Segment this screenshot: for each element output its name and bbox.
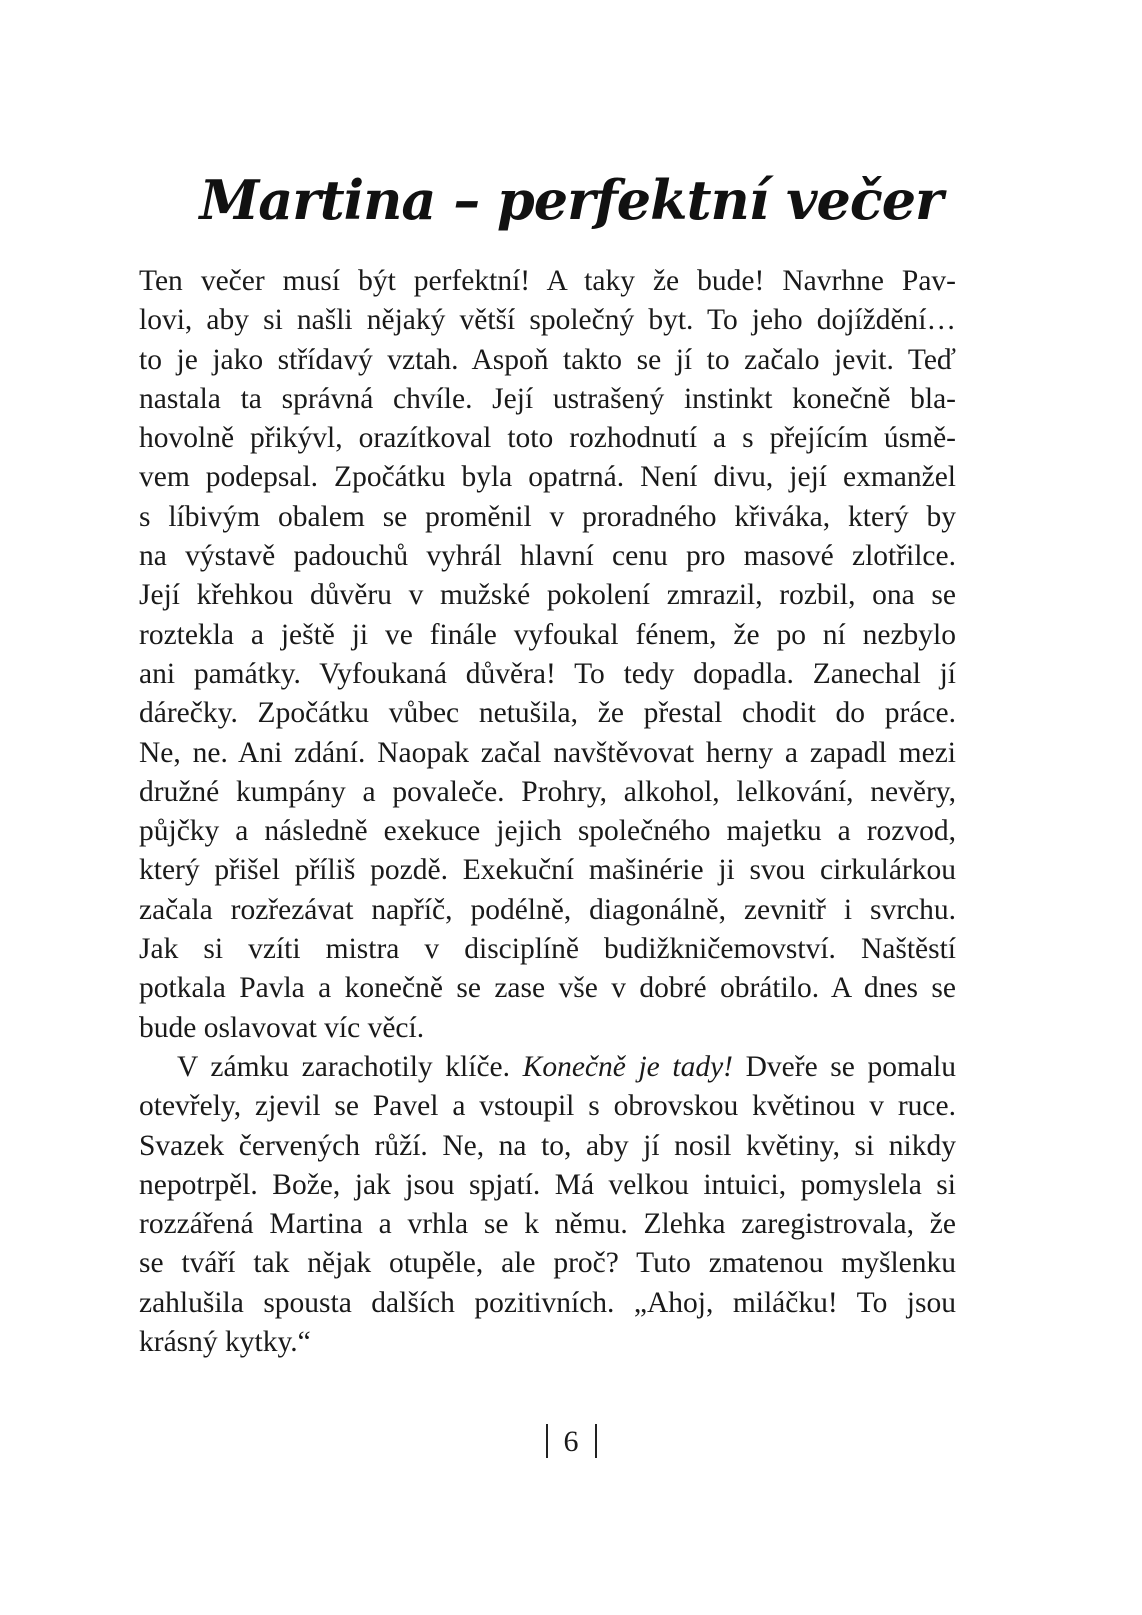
text-line: hovolně přikývl, orazítkoval toto rozhodnutí a s přejícím úsmě-: [139, 422, 956, 455]
text-line: zahlušila spousta dalších pozitivních. „Ahoj, miláčku! To jsou: [139, 1286, 956, 1319]
body-text: [139, 262, 956, 1362]
text-line: Ten večer musí být perfektní! A taky že bude! Navrhne Pav-: [139, 265, 956, 297]
text-line: krásný kytky.“: [139, 1326, 311, 1359]
text-line: nepotrpěl. Bože, jak jsou spjatí. Má velkou intuici, pomyslela si: [139, 1168, 956, 1201]
text-line: Jak si vzíti mistra v disciplíně budižkničemovství. Naštěstí: [139, 933, 956, 966]
text-span: V zámku zarachotily klíče.: [177, 1050, 523, 1083]
chapter-title: Martina – perfektní večer: [199, 168, 943, 232]
text-line: [139, 1048, 956, 1087]
text-line: vem podepsal. Zpočátku byla opatrná. Není divu, její exmanžel: [139, 461, 956, 494]
folio-bar-left: [546, 1424, 548, 1458]
text-line: rozzářená Martina a vrhla se k němu. Zlehka zaregistrovala, že: [139, 1208, 956, 1241]
text-line: se tváří tak nějak otupěle, ale proč? Tuto zmatenou myšlenku: [139, 1247, 956, 1280]
text-line: na výstavě padouchů vyhrál hlavní cenu pro masové zlotřilce.: [139, 540, 956, 573]
text-line: družné kumpány a povaleče. Prohry, alkohol, lelkování, nevěry,: [139, 775, 956, 808]
text-line: nastala ta správná chvíle. Její ustrašený instinkt konečně bla-: [139, 382, 956, 415]
text-line: Její křehkou důvěru v mužské pokolení zmrazil, rozbil, ona se: [139, 579, 956, 612]
text-line: dárečky. Zpočátku vůbec netušila, že přestal chodit do práce.: [139, 697, 956, 730]
text-line: půjčky a následně exekuce jejich společného majetku a rozvod,: [139, 815, 956, 848]
text-line: to je jako střídavý vztah. Aspoň takto se jí to začalo jevit. Teď: [139, 343, 956, 376]
text-line: začala rozřezávat napříč, podélně, diagonálně, zevnitř i svrchu.: [139, 893, 956, 926]
text-line: s líbivým obalem se proměnil v proradného křiváka, který by: [139, 500, 956, 533]
folio-bar-right: [595, 1424, 597, 1458]
text-line: potkala Pavla a konečně se zase vše v dobré obrátilo. A dnes se: [139, 972, 956, 1005]
text-line: bude oslavovat víc věcí.: [139, 1011, 425, 1044]
text-line: lovi, aby si našli nějaký větší společný byt. To jeho dojíždění…: [139, 304, 956, 337]
text-line: který přišel příliš pozdě. Exekuční mašinérie ji svou cirkulárkou: [139, 854, 956, 887]
text-line: Ne, ne. Ani zdání. Naopak začal navštěvovat herny a zapadl mezi: [139, 736, 956, 769]
text-line: roztekla a ještě ji ve finále vyfoukal fénem, že po ní nezbylo: [139, 618, 956, 651]
text-line: otevřely, zjevil se Pavel a vstoupil s obrovskou květinou v ruce.: [139, 1090, 956, 1123]
italic-thought: Konečně je tady!: [522, 1050, 733, 1083]
text-line: Svazek červených růží. Ne, na to, aby jí nosil květiny, si nikdy: [139, 1129, 956, 1162]
text-span: Dveře se pomalu: [733, 1050, 956, 1083]
page-number-value: 6: [563, 1425, 579, 1458]
text-line: ani památky. Vyfoukaná důvěra! To tedy dopadla. Zanechal jí: [139, 657, 956, 690]
page-number: [0, 1422, 1142, 1462]
